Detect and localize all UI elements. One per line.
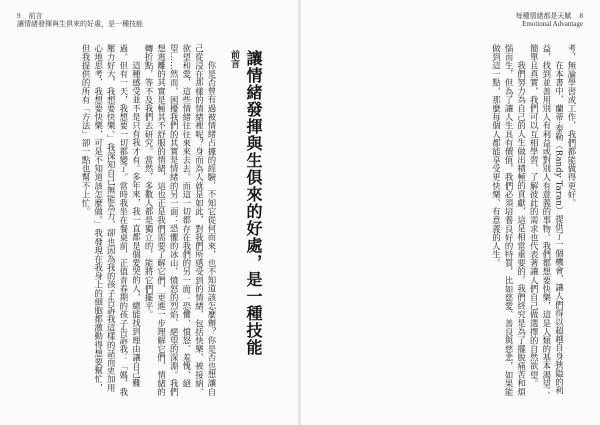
- left-page-header: [17, 12, 143, 28]
- left-paragraph-1: 你是否曾有過被情緒占據的經驗，不知它從何而來，也不知道該怎麼辦？你是否也想讓自己從浸在那樣的情緒裡呢？身而為人就是如此，對我們所感受到的情緒，包括快樂、被接納、欲望和愛，這些情緒往往來來去去。而這一切都存在我們的另一面：恐懼、憤怒、羞愧、絕望……然而，困擾我們的其實是情緒的另一面：恐懼的冰山、憤怒的烈焰、絕望的深淵。我們想逃離的其實是極其不舒服的情緒，這也正是我們需要了解它們、更進一步理解它們，情緒的轉折點，等不及我們去研究。當然，多數人都是獨立的，能將它們擺平。: [144, 44, 217, 397]
- right-page-header: [516, 12, 584, 28]
- left-header-section: 前言: [28, 12, 43, 20]
- chapter-title: 讓情緒發揮與生俱來的好處，是一種技能: [244, 50, 263, 356]
- left-body-text: [18, 44, 218, 400]
- right-paragraph-2: 在本書中，蘭蒂‧泰勒（Randy Taran）提供了一個機會，讓人們得以超越自身狹隘的利益，找到並善用別人有利益或對別人有意義的事物。我們都想要快樂，這是人類的基本渴望；簡單且真實，我們可以互相學習，了解彼此的需求也代表著讓人們自己做選擇的自然欲望。: [529, 44, 565, 397]
- left-running-title: 讓情緒發揮與生俱來的好處，是一種技能: [17, 20, 143, 28]
- left-paragraph-2: 這種感受並不是只有我才有。多年來，我一直都是個愛哭的人，總能找到理由讓自己難過。但有一天，我想要一切都變了。當時我坐在餐桌前，正值青春期的孩子告訴我：「媽，我壓力好大，我想要快樂。」我深知自己無能為力，卻也因為我的孩子告訴我這樣的話而更加用心地思考，我想要快樂，可是不知道該怎麼做。」我發現在我身上的細胞都激動得想要幫忙，但我提供的所有「方法」卻一點也幫不上忙。: [81, 44, 142, 397]
- right-body-text: [331, 44, 578, 400]
- right-paragraph-3: 我們努力為自己的人生做出積極的貢獻，這是相當重要的。我們終究是為了擺脫痛苦和煩惱而生，但為了讓人生具有價值，我們必須培養良好的特質，比如慈愛、善良與慈悲，如果能做到這一點，那麼每個人都能享受更快樂、有意義的人生。: [491, 44, 527, 397]
- right-running-title: 每種情緒都是天賦: [515, 12, 572, 20]
- chapter-kicker: 前言: [229, 50, 239, 68]
- left-page: [0, 0, 299, 425]
- left-page-number: 9: [17, 12, 21, 20]
- right-page-number: 8: [579, 12, 583, 20]
- right-page: [301, 0, 600, 425]
- right-header-subtitle: Emotional Advantage: [522, 20, 583, 28]
- right-paragraph-1: 考，無論學習或工作，我們都能做得更好。: [567, 44, 577, 208]
